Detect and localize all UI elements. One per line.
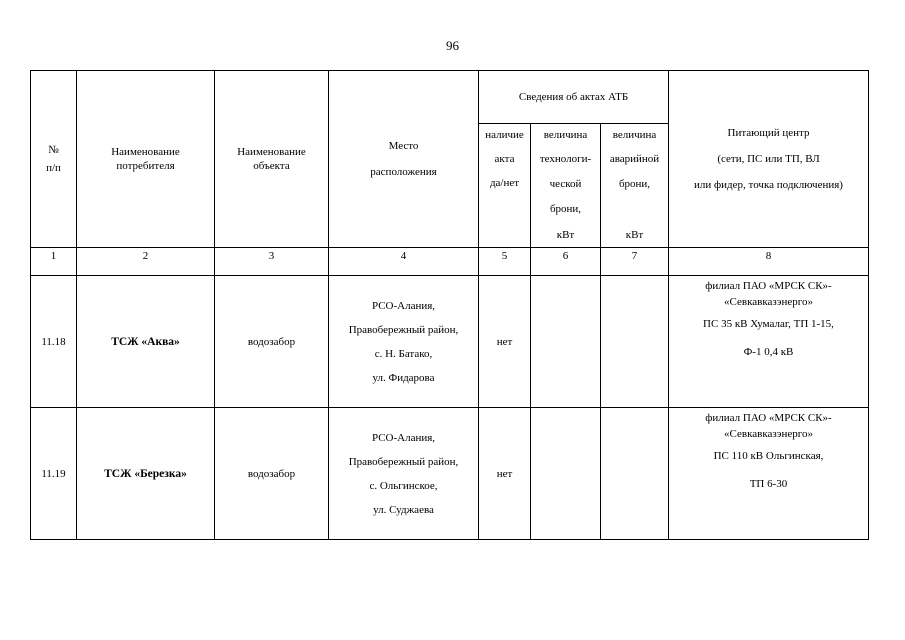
row-num: 11.18 <box>31 276 77 408</box>
row-num: 11.19 <box>31 408 77 540</box>
header-consumer: Наименование потребителя <box>77 71 215 248</box>
header-act: наличие акта да/нет <box>479 124 531 248</box>
row-power-center: филиал ПАО «МРСК СК»- «Севкавказэнерго» ПС 110 кВ Ольгинская, ТП 6-30 <box>669 408 869 540</box>
header-atb-group: Сведения об актах АТБ <box>479 71 669 124</box>
col-number: 1 <box>31 248 77 276</box>
header-object: Наименование объекта <box>215 71 329 248</box>
column-numbers-row <box>31 248 869 276</box>
row-emerg <box>601 276 669 408</box>
row-object: водозабор <box>215 408 329 540</box>
col-number: 3 <box>215 248 329 276</box>
header-emergency-reserve: величина аварийной брони, кВт <box>601 124 669 248</box>
row-object: водозабор <box>215 276 329 408</box>
row-act: нет <box>479 408 531 540</box>
row-emerg <box>601 408 669 540</box>
col-number: 6 <box>531 248 601 276</box>
consumers-table <box>30 70 869 540</box>
header-location: Место расположения <box>329 71 479 248</box>
row-power-center: филиал ПАО «МРСК СК»- «Севкавказэнерго» ПС 35 кВ Хумалаг, ТП 1-15, Ф-1 0,4 кВ <box>669 276 869 408</box>
col-number: 2 <box>77 248 215 276</box>
page-number: 96 <box>446 38 459 53</box>
row-tech <box>531 276 601 408</box>
row-consumer: ТСЖ «Березка» <box>77 408 215 540</box>
header-power-center: Питающий центр (сети, ПС или ТП, ВЛ или фидер, точка подключения) <box>669 71 869 248</box>
col-number: 4 <box>329 248 479 276</box>
col-number: 8 <box>669 248 869 276</box>
row-consumer: ТСЖ «Аква» <box>77 276 215 408</box>
row-tech <box>531 408 601 540</box>
table-row <box>31 408 869 540</box>
col-number: 5 <box>479 248 531 276</box>
row-act: нет <box>479 276 531 408</box>
table-row <box>31 276 869 408</box>
header-tech-reserve: величина технологи- ческой брони, кВт <box>531 124 601 248</box>
col-number: 7 <box>601 248 669 276</box>
row-location: РСО-Алания, Правобережный район, с. Ольгинское, ул. Суджаева <box>329 408 479 540</box>
header-num: № п/п <box>31 71 77 248</box>
row-location: РСО-Алания, Правобережный район, с. Н. Батако, ул. Фидарова <box>329 276 479 408</box>
